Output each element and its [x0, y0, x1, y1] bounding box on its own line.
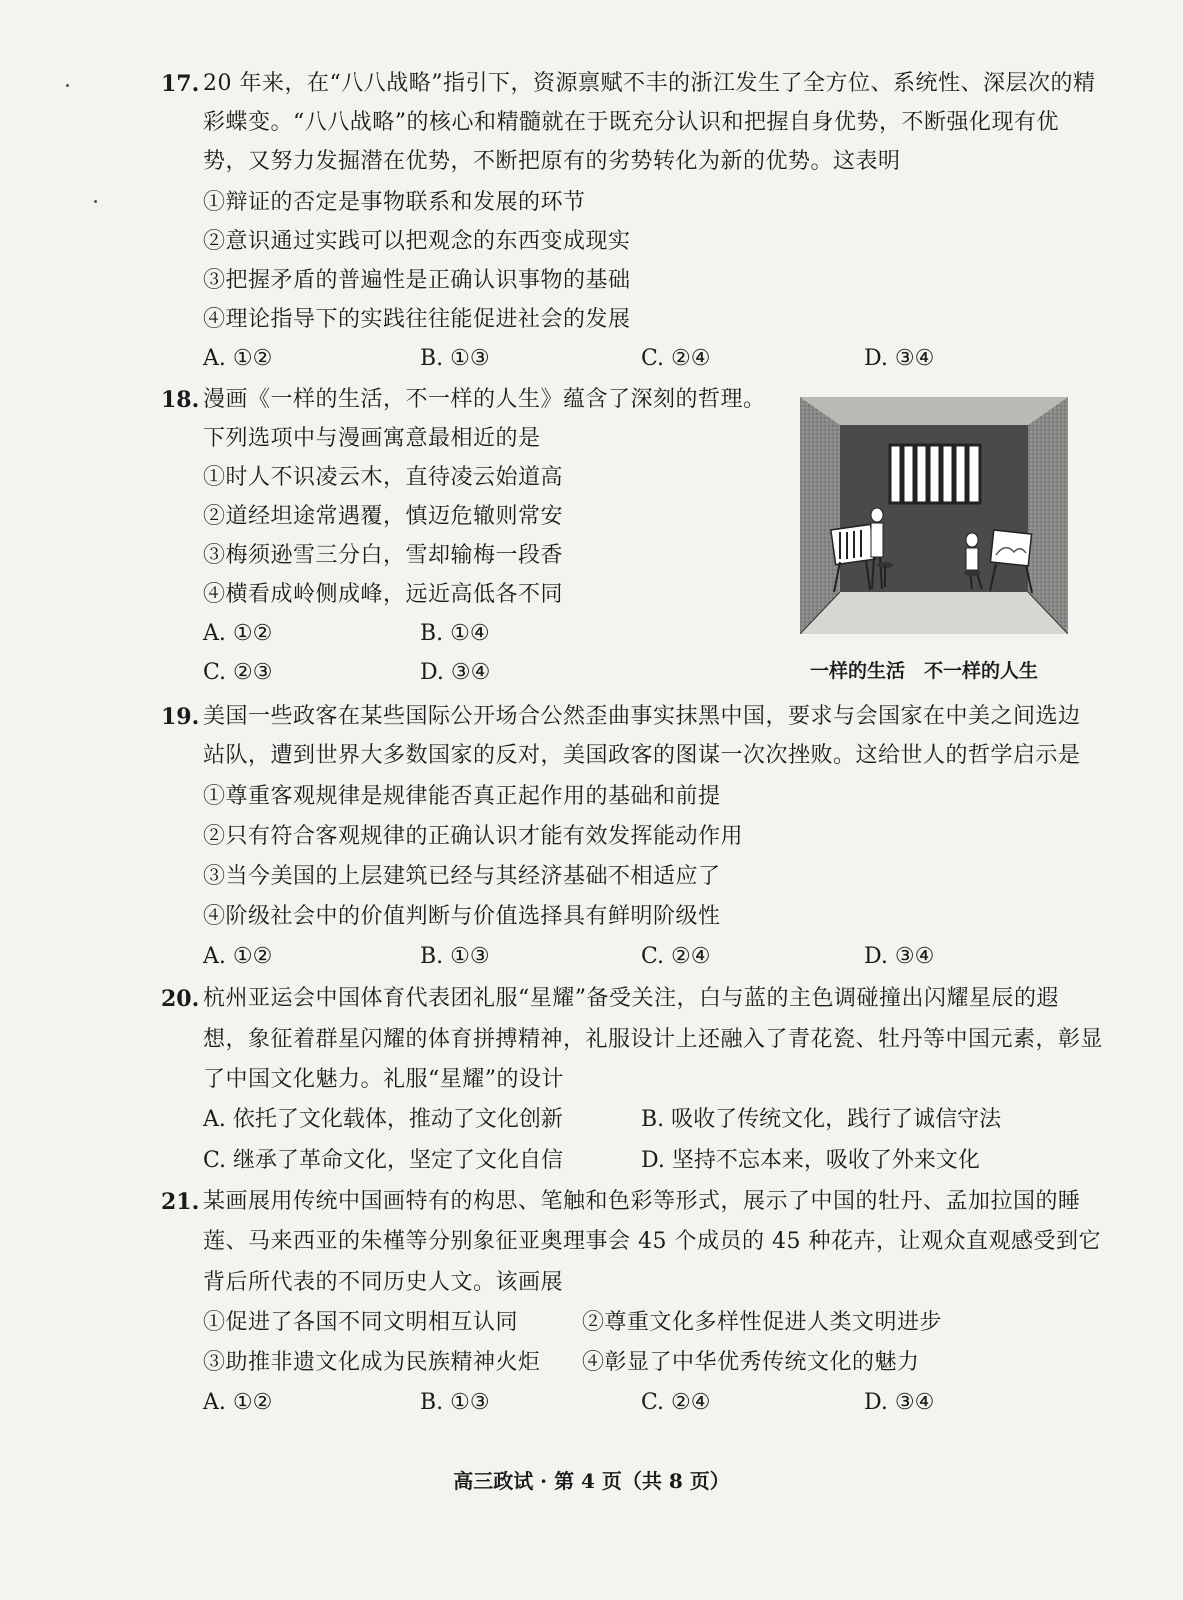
question-number: 20. [161, 986, 200, 1012]
cartoon-caption: 一样的生活 不一样的人生 [810, 660, 1039, 682]
answer-option-b[interactable]: B. 吸收了传统文化，践行了诚信守法 [641, 1107, 1002, 1132]
question-text: 彩蝶变。“八八战略”的核心和精髓就在于既充分认识和把握自身优势，不断强化现有优 [203, 110, 1059, 135]
question-number: 21. [161, 1189, 200, 1215]
question-number: 19. [161, 704, 200, 730]
statement-item: ③当今美国的上层建筑已经与其经济基础不相适应了 [203, 864, 721, 889]
statement-item: ②意识通过实践可以把观念的东西变成现实 [203, 229, 631, 254]
question-text: 漫画《一样的生活，不一样的人生》蕴含了深刻的哲理。 [203, 387, 766, 412]
question-text: 20 年来，在“八八战略”指引下，资源禀赋不丰的浙江发生了全方位、系统性、深层次的精 [203, 71, 1096, 96]
statement-item: ③助推非遗文化成为民族精神火炬 [203, 1350, 541, 1375]
answer-option-d[interactable]: D. ③④ [864, 944, 935, 969]
speck [66, 84, 69, 87]
question-text: 莲、马来西亚的朱槿等分别象征亚奥理事会 45 个成员的 45 种花卉，让观众直观感受到它 [203, 1229, 1101, 1254]
question-text: 美国一些政客在某些国际公开场合公然歪曲事实抹黑中国，要求与会国家在中美之间选边 [203, 704, 1081, 729]
answer-option-a[interactable]: A. 依托了文化载体，推动了文化创新 [203, 1107, 563, 1132]
question-number: 18. [161, 387, 200, 413]
answer-option-c[interactable]: C. 继承了革命文化，坚定了文化自信 [203, 1148, 564, 1173]
question-number: 17. [161, 71, 200, 97]
question-text: 杭州亚运会中国体育代表团礼服“星耀”备受关注，白与蓝的主色调碰撞出闪耀星辰的遐 [203, 986, 1059, 1011]
question-text: 背后所代表的不同历史人文。该画展 [203, 1270, 564, 1295]
statement-item: ④横看成岭侧成峰，远近高低各不同 [203, 582, 564, 607]
answer-option-c[interactable]: C. ②④ [641, 1390, 711, 1415]
answer-option-d[interactable]: D. 坚持不忘本来，吸收了外来文化 [641, 1148, 980, 1173]
question-text: 想，象征着群星闪耀的体育拼搏精神，礼服设计上还融入了青花瓷、牡丹等中国元素，彰显 [203, 1027, 1104, 1052]
speck [94, 200, 97, 203]
statement-item: ③把握矛盾的普遍性是正确认识事物的基础 [203, 268, 631, 293]
question-text: 下列选项中与漫画寓意最相近的是 [203, 426, 541, 451]
answer-option-d[interactable]: D. ③④ [420, 660, 491, 685]
statement-item: ②道经坦途常遇覆，慎迈危辙则常安 [203, 504, 564, 529]
question-text: 站队，遭到世界大多数国家的反对，美国政客的图谋一次次挫败。这给世人的哲学启示是 [203, 743, 1081, 768]
question-text: 了中国文化魅力。礼服“星耀”的设计 [203, 1067, 564, 1092]
answer-option-b[interactable]: B. ①④ [420, 621, 490, 646]
answer-option-d[interactable]: D. ③④ [864, 1390, 935, 1415]
answer-option-a[interactable]: A. ①② [203, 1390, 273, 1415]
answer-option-a[interactable]: A. ①② [203, 944, 273, 969]
answer-option-c[interactable]: C. ②③ [203, 660, 273, 685]
statement-item: ④阶级社会中的价值判断与价值选择具有鲜明阶级性 [203, 904, 721, 929]
statement-item: ④理论指导下的实践往往能促进社会的发展 [203, 307, 631, 332]
statement-item: ①辩证的否定是事物联系和发展的环节 [203, 190, 586, 215]
statement-item: ④彰显了中华优秀传统文化的魅力 [582, 1350, 920, 1375]
page-footer: 高三政试 · 第 4 页（共 8 页） [453, 1469, 730, 1493]
question-text: 某画展用传统中国画特有的构思、笔触和色彩等形式，展示了中国的牡丹、孟加拉国的睡 [203, 1189, 1081, 1214]
answer-option-d[interactable]: D. ③④ [864, 346, 935, 371]
answer-option-c[interactable]: C. ②④ [641, 346, 711, 371]
answer-option-b[interactable]: B. ①③ [420, 346, 490, 371]
answer-option-a[interactable]: A. ①② [203, 621, 273, 646]
statement-item: ①时人不识凌云木，直待凌云始道高 [203, 465, 564, 490]
statement-item: ②尊重文化多样性促进人类文明进步 [582, 1310, 943, 1335]
statement-item: ①尊重客观规律是规律能否真正起作用的基础和前提 [203, 784, 721, 809]
answer-option-b[interactable]: B. ①③ [420, 1390, 490, 1415]
question-text: 势，又努力发掘潜在优势，不断把原有的劣势转化为新的优势。这表明 [203, 149, 901, 174]
answer-option-b[interactable]: B. ①③ [420, 944, 490, 969]
answer-option-a[interactable]: A. ①② [203, 346, 273, 371]
cartoon-illustration [800, 397, 1068, 634]
answer-option-c[interactable]: C. ②④ [641, 944, 711, 969]
statement-item: ①促进了各国不同文明相互认同 [203, 1310, 519, 1335]
statement-item: ③梅须逊雪三分白，雪却输梅一段香 [203, 543, 564, 568]
statement-item: ②只有符合客观规律的正确认识才能有效发挥能动作用 [203, 824, 744, 849]
